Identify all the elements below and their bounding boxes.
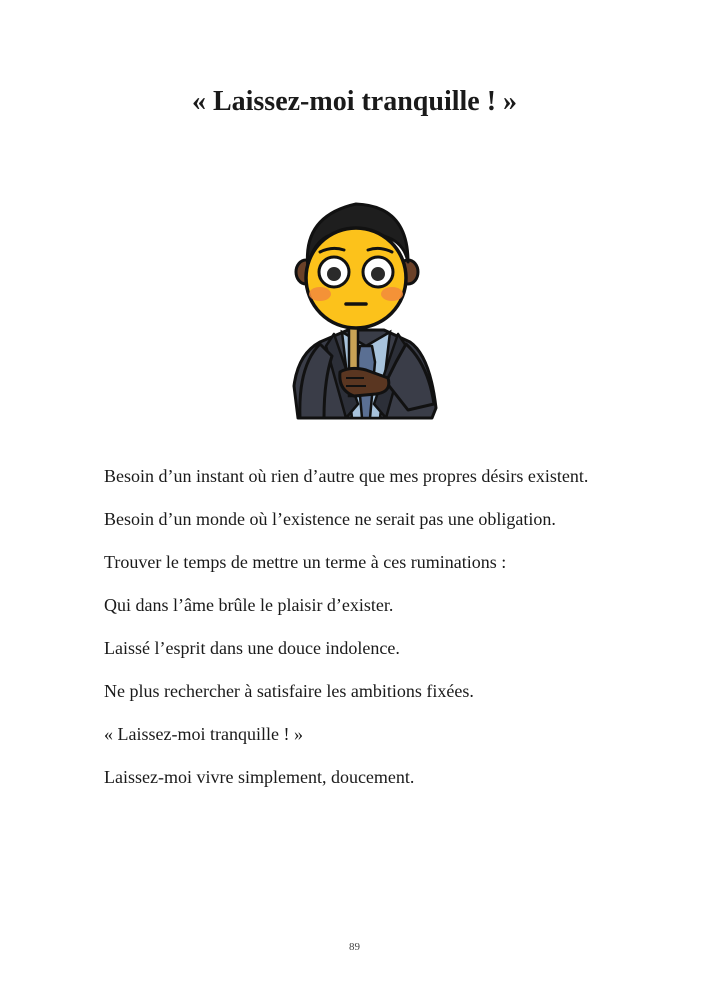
page-number: 89 (349, 941, 360, 953)
paragraph: Trouver le temps de mettre un terme à ces ruminations : (104, 552, 507, 572)
paragraph: Laissé l’esprit dans une douce indolence. (104, 638, 400, 658)
paragraph: Ne plus rechercher à satisfaire les ambitions fixées. (104, 681, 474, 701)
paragraph: Qui dans l’âme brûle le plaisir d’exister. (104, 595, 394, 615)
page-title: « Laissez-moi tranquille ! » (191, 86, 518, 117)
poem-body (104, 463, 605, 807)
paragraph: Besoin d’un instant où rien d’autre que mes propres désirs existent. (104, 466, 589, 486)
paragraph: Laissez-moi vivre simplement, doucement. (104, 767, 415, 787)
paragraph: « Laissez-moi tranquille ! » (104, 724, 303, 744)
man-mask-illustration (284, 196, 448, 422)
man-in-suit-holding-flushed-face-emoji-mask-icon (284, 196, 448, 422)
paragraph: Besoin d’un monde où l’existence ne serait pas une obligation. (104, 509, 556, 529)
